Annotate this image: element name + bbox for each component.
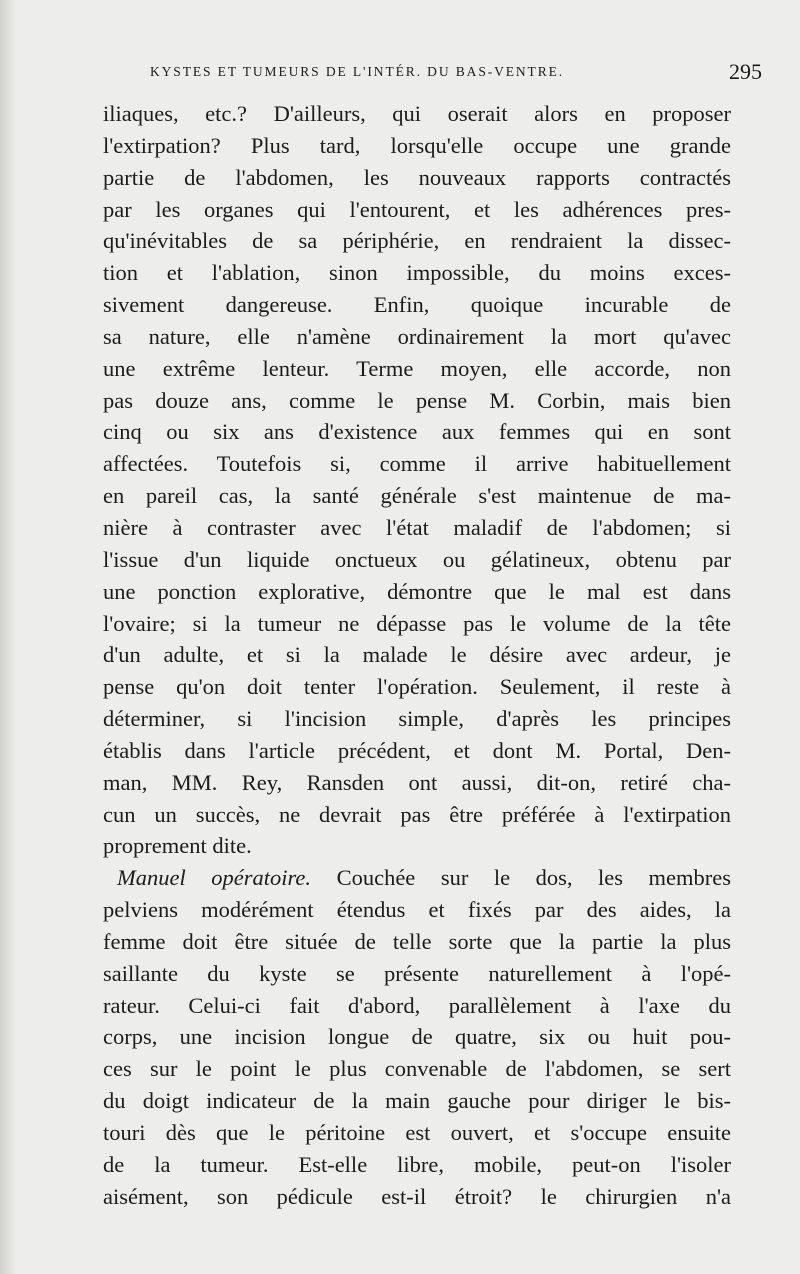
running-head: KYSTES ET TUMEURS DE L'INTÉR. DU BAS-VENTRE. [150, 64, 565, 79]
text-line: sa nature, elle n'amène ordinairement la mort qu'avec [103, 323, 731, 349]
text-line: pelviens modérément étendus et fixés par des aides, la [103, 897, 731, 923]
paragraph [103, 98, 731, 862]
text-line: affectées. Toutefois si, comme il arrive habituellement [103, 451, 731, 477]
text-run: Couchée sur le dos, les membres [311, 865, 731, 891]
text-line: cinq ou six ans d'existence aux femmes qui en sont [103, 419, 731, 445]
text-line: ces sur le point le plus convenable de l'abdomen, se sert [103, 1056, 731, 1082]
text-line: cun un succès, ne devrait pas être préférée à l'extirpation [103, 801, 731, 827]
body-text [103, 98, 731, 1213]
section-heading: Manuel opératoire. [117, 865, 312, 891]
text-line: proprement dite. [103, 833, 252, 859]
text-line: par les organes qui l'entourent, et les adhérences pres- [103, 196, 731, 222]
paragraph [103, 862, 731, 1212]
text-line: iliaques, etc.? D'ailleurs, qui oserait alors en proposer [103, 101, 731, 126]
text-line: corps, une incision longue de quatre, six ou huit pou- [103, 1024, 731, 1050]
text-line: femme doit être située de telle sorte que la partie la plus [103, 928, 731, 954]
page-number: 295 [729, 59, 762, 84]
text-line: nière à contraster avec l'état maladif de l'abdomen; si [103, 514, 731, 540]
text-line: rateur. Celui-ci fait d'abord, parallèlement à l'axe du [103, 992, 731, 1018]
text-line: partie de l'abdomen, les nouveaux rapports contractés [103, 164, 731, 190]
text-line: tion et l'ablation, sinon impossible, du moins exces- [103, 260, 731, 286]
text-line: sivement dangereuse. Enfin, quoique incurable de [103, 292, 731, 318]
text-line: qu'inévitables de sa périphérie, en rendraient la dissec- [103, 228, 731, 254]
text-line: du doigt indicateur de la main gauche pour diriger le bis- [103, 1088, 731, 1114]
text-line: aisément, son pédicule est-il étroit? le chirurgien n'a [103, 1183, 731, 1209]
text-line: pense qu'on doit tenter l'opération. Seulement, il reste à [103, 674, 731, 700]
text-line: saillante du kyste se présente naturellement à l'opé- [103, 960, 731, 986]
text-line: d'un adulte, et si la malade le désire avec ardeur, je [103, 642, 731, 668]
text-line: man, MM. Rey, Ransden ont aussi, dit-on, retiré cha- [103, 769, 731, 795]
text-line: touri dès que le péritoine est ouvert, et s'occupe ensuite [103, 1120, 731, 1145]
text-line [103, 862, 731, 894]
text-line: l'ovaire; si la tumeur ne dépasse pas le volume de la tête [103, 610, 731, 636]
text-line: une extrême lenteur. Terme moyen, elle accorde, non [103, 355, 731, 381]
text-line: l'issue d'un liquide onctueux ou gélatineux, obtenu par [103, 546, 731, 572]
text-line: pas douze ans, comme le pense M. Corbin, mais bien [103, 387, 731, 413]
text-line: une ponction explorative, démontre que le mal est dans [103, 578, 731, 604]
text-line: l'extirpation? Plus tard, lorsqu'elle occupe une grande [103, 132, 731, 158]
page-header [150, 59, 762, 84]
text-line: en pareil cas, la santé générale s'est maintenue de ma- [103, 483, 731, 509]
text-line: déterminer, si l'incision simple, d'après les principes [103, 706, 731, 732]
text-line: établis dans l'article précédent, et dont M. Portal, Den- [103, 737, 731, 763]
text-line: de la tumeur. Est-elle libre, mobile, peut-on l'isoler [103, 1151, 731, 1177]
